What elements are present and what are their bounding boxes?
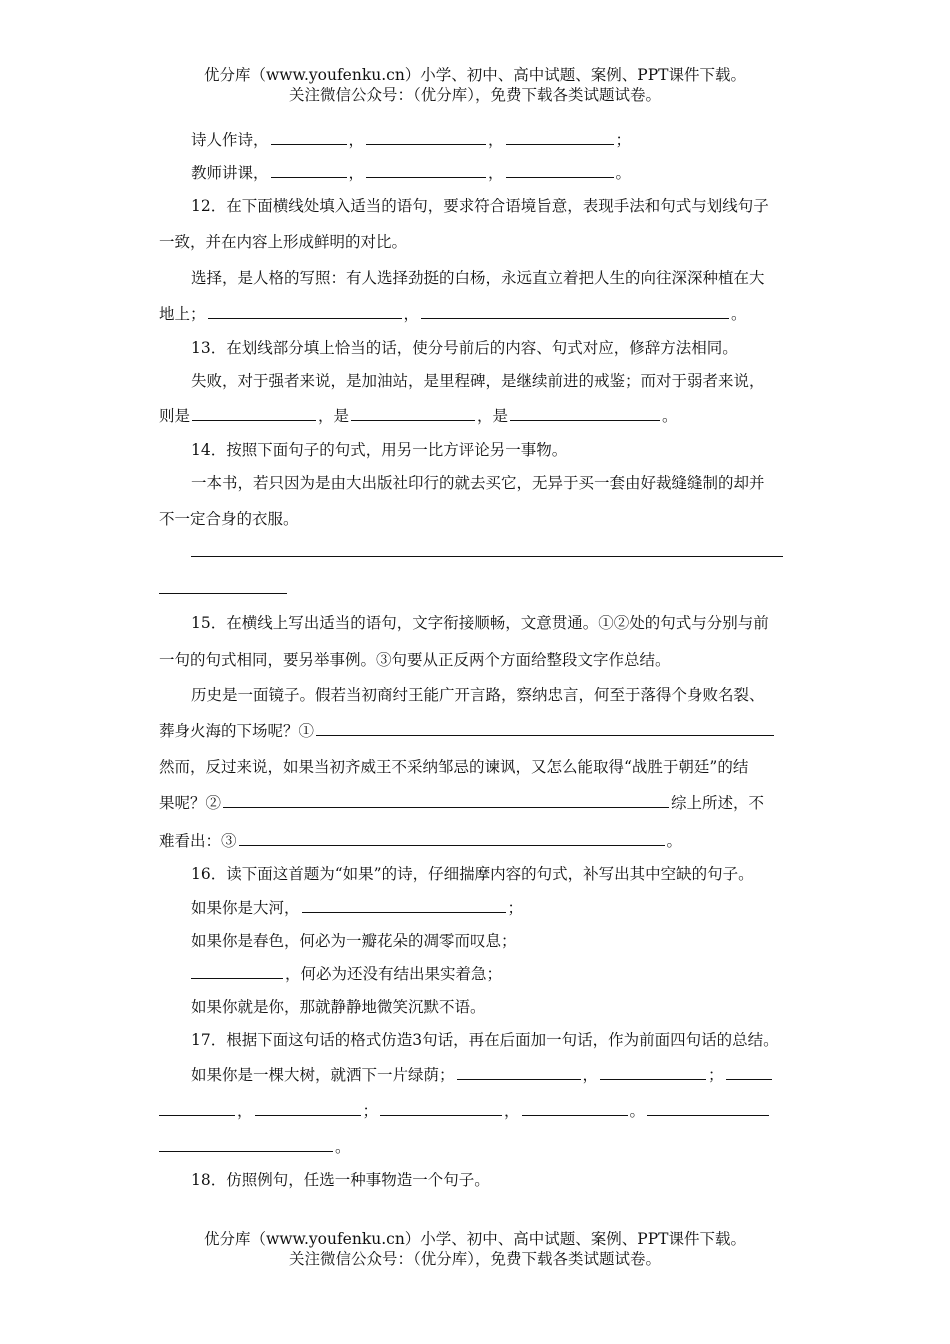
q15-text-1: 历史是一面镜子。假若当初商纣王能广开言路，察纳忠言，何至于落得个身败名裂、 bbox=[191, 686, 765, 704]
q11-poet-line: 诗人作诗， ， ， ； bbox=[191, 131, 632, 149]
q17-text-2: ， ； ， 。 bbox=[159, 1099, 789, 1121]
blank[interactable] bbox=[191, 977, 283, 979]
header-line-1: 优分库（www.youfenku.cn）小学、初中、高中试题、案例、PPT课件下载。 bbox=[203, 66, 747, 84]
q15-prompt-1: 15．在横线上写出适当的语句，文字衔接顺畅，文意贯通。①②处的句式与分别与前 bbox=[191, 614, 769, 632]
q15-text-5: 难看出：③ 。 bbox=[159, 832, 683, 850]
blank[interactable] bbox=[522, 1114, 628, 1116]
q16-line-1: 如果你是大河， ； bbox=[191, 899, 524, 917]
blank[interactable] bbox=[159, 1114, 235, 1116]
q13-prompt: 13．在划线部分填上恰当的话，使分号前后的内容、句式对应，修辞方法相同。 bbox=[191, 339, 738, 357]
q11-teacher-line: 教师讲课， ， ， 。 bbox=[191, 164, 632, 182]
blank[interactable] bbox=[380, 1114, 502, 1116]
q15-prompt-2: 一句的句式相同，要另举事例。③句要从正反两个方面给整段文字作总结。 bbox=[159, 651, 671, 669]
blank[interactable] bbox=[255, 1114, 361, 1116]
blank[interactable] bbox=[239, 844, 665, 846]
blank[interactable] bbox=[208, 317, 402, 319]
blank[interactable] bbox=[506, 143, 614, 145]
q16-prompt: 16．读下面这首题为“如果”的诗，仔细揣摩内容的句式，补写出其中空缺的句子。 bbox=[191, 865, 754, 883]
blank[interactable] bbox=[302, 911, 506, 913]
q12-text-1: 选择，是人格的写照：有人选择劲挺的白杨，永远直立着把人生的向往深深种植在大 bbox=[191, 269, 765, 287]
q15-text-3: 然而，反过来说，如果当初齐威王不采纳邹忌的谏讽，又怎么能取得“战胜于朝廷”的结 bbox=[159, 758, 749, 776]
blank[interactable] bbox=[366, 176, 486, 178]
footer-line-2: 关注微信公众号：（优分库），免费下载各类试题试卷。 bbox=[288, 1250, 661, 1268]
q11-poet-label: 诗人作诗， bbox=[191, 131, 269, 149]
q11-teacher-label: 教师讲课， bbox=[191, 164, 269, 182]
q16-line-2: 如果你是春色，何必为一瓣花朵的凋零而叹息； bbox=[191, 932, 517, 950]
q14-prompt: 14．按照下面句子的句式，用另一比方评论另一事物。 bbox=[191, 441, 568, 459]
q15-text-2: 葬身火海的下场呢？① bbox=[159, 719, 789, 741]
q17-prompt: 17．根据下面这句话的格式仿造3句话，再在后面加一句话，作为前面四句话的总结。 bbox=[191, 1031, 779, 1049]
q16-line-4: 如果你就是你，那就静静地微笑沉默不语。 bbox=[191, 998, 486, 1016]
q15-text-4: 果呢？② 综上所述，不 bbox=[159, 794, 765, 812]
blank[interactable] bbox=[506, 176, 614, 178]
q14-text-1: 一本书，若只因为是由大出版社印行的就去买它，无异于买一套由好裁缝缝制的却并 bbox=[191, 474, 765, 492]
blank[interactable] bbox=[271, 143, 347, 145]
footer-line-1: 优分库（www.youfenku.cn）小学、初中、高中试题、案例、PPT课件下载。 bbox=[203, 1230, 747, 1248]
q17-text-3: 。 bbox=[159, 1135, 789, 1157]
q12-prompt-2: 一致，并在内容上形成鲜明的对比。 bbox=[159, 233, 408, 251]
blank[interactable] bbox=[457, 1078, 581, 1080]
blank[interactable] bbox=[421, 317, 729, 319]
blank[interactable] bbox=[366, 143, 486, 145]
q12-text-2: 地上； ， 。 bbox=[159, 305, 747, 323]
blank[interactable] bbox=[351, 419, 475, 421]
blank[interactable] bbox=[223, 806, 669, 808]
blank[interactable] bbox=[647, 1114, 769, 1116]
q17-text-1: 如果你是一棵大树，就洒下一片绿荫； ， ； bbox=[191, 1063, 789, 1085]
q13-text-1: 失败，对于强者来说，是加油站，是里程碑，是继续前进的戒鉴；而对于弱者来说， bbox=[191, 372, 765, 390]
blank[interactable] bbox=[192, 419, 316, 421]
header-line-2: 关注微信公众号：（优分库），免费下载各类试题试卷。 bbox=[288, 86, 661, 104]
blank[interactable] bbox=[600, 1078, 706, 1080]
blank[interactable] bbox=[159, 1150, 333, 1152]
q12-prompt-1: 12．在下面横线处填入适当的语句，要求符合语境旨意，表现手法和句式与划线句子 bbox=[191, 197, 769, 215]
answer-line[interactable] bbox=[191, 556, 783, 557]
q14-text-2: 不一定合身的衣服。 bbox=[159, 510, 299, 528]
q18-prompt: 18．仿照例句，任选一种事物造一个句子。 bbox=[191, 1171, 490, 1189]
q16-line-3: ，何必为还没有结出果实着急； bbox=[191, 962, 789, 984]
blank[interactable] bbox=[726, 1078, 772, 1080]
blank[interactable] bbox=[316, 734, 774, 736]
blank[interactable] bbox=[510, 419, 660, 421]
q13-text-2: 则是 ，是 ，是 。 bbox=[159, 407, 678, 425]
blank[interactable] bbox=[271, 176, 347, 178]
answer-line[interactable] bbox=[159, 593, 287, 594]
